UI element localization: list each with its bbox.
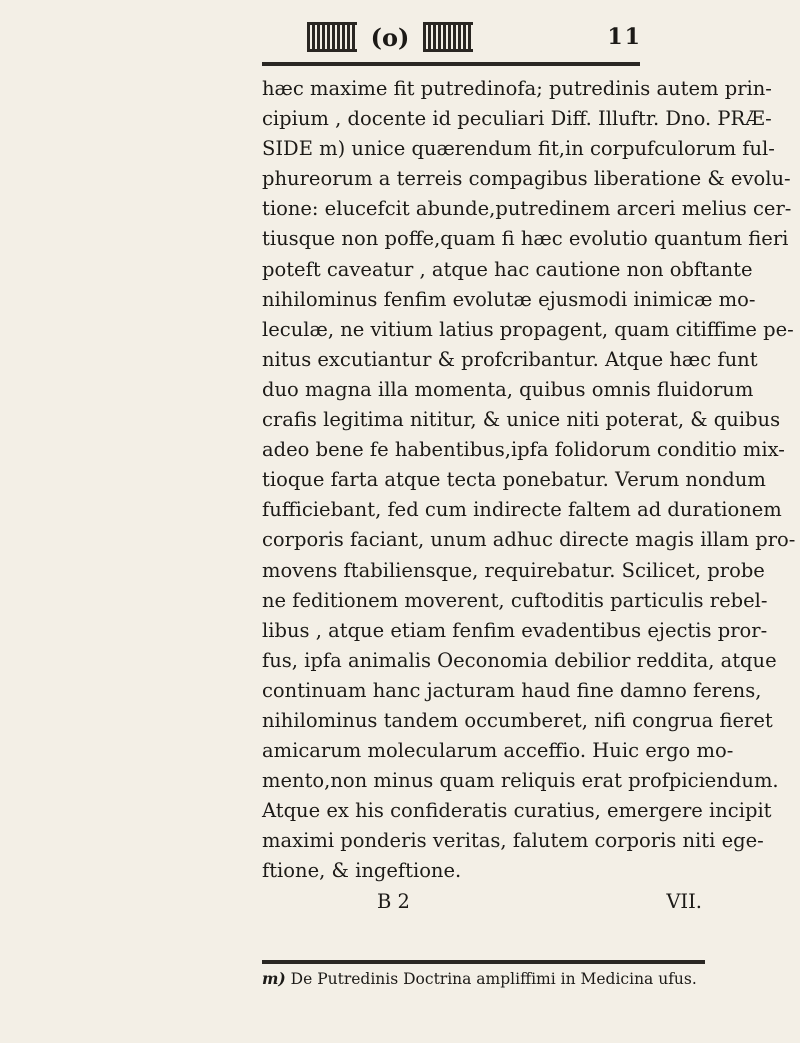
ornament-left-block: [307, 22, 357, 52]
catchword: VII.: [666, 889, 702, 913]
text-line: ne feditionem moverent, cuftoditis particulis rebel-: [262, 588, 768, 612]
text-line: phureorum a terreis compagibus liberatione & evolu-: [262, 167, 791, 191]
footnote: [262, 968, 722, 990]
text-line: tioque farta atque tecta ponebatur. Verum nondum: [262, 468, 766, 492]
text-line: leculæ, ne vitium latius propagent, quam citiffime pe-: [262, 317, 794, 341]
text-line: adeo bene fe habentibus,ipfa folidorum conditio mix-: [262, 438, 785, 462]
header-ornament: [250, 12, 530, 62]
text-line: ftione, & ingeftione.: [262, 859, 462, 883]
footnote-mark: m): [262, 969, 286, 988]
signature-mark: B 2: [377, 889, 410, 913]
body-text: [262, 74, 796, 917]
text-line: fus, ipfa animalis Oeconomia debilior reddita, atque: [262, 648, 777, 672]
text-line: libus , atque etiam fenfim evadentibus ejectis pror-: [262, 618, 768, 642]
text-line: continuam hanc jacturam haud fine damno ferens,: [262, 678, 762, 702]
text-line: fufficiebant, fed cum indirecte faltem ad durationem: [262, 498, 782, 522]
text-line: corporis faciant, unum adhuc directe magis illam pro-: [262, 528, 796, 552]
text-line: tiusque non poffe,quam fi hæc evolutio quantum fieri: [262, 227, 789, 251]
text-line: duo magna illa momenta, quibus omnis fluidorum: [262, 377, 754, 401]
text-line: tione: elucefcit abunde,putredinem arceri melius cer-: [262, 197, 792, 221]
footnote-rule: [262, 960, 705, 964]
text-line: mento,non minus quam reliquis erat profpiciendum.: [262, 769, 779, 793]
header-rule: [262, 62, 640, 66]
text-line: maximi ponderis veritas, falutem corporis niti ege-: [262, 829, 764, 853]
footnote-text: De Putredinis Doctrina ampliffimi in Medicina ufus.: [290, 970, 697, 988]
text-line: nihilominus tandem occumberet, nifi congrua fieret: [262, 708, 773, 732]
text-line: amicarum molecularum acceffio. Huic ergo mo-: [262, 739, 734, 763]
text-line: nihilominus fenfim evolutæ ejusmodi inimicæ mo-: [262, 287, 756, 311]
text-line: cipium , docente id peculiari Diff. Illuftr. Dno. PRÆ-: [262, 107, 772, 131]
text-line: nitus excutiantur & profcribantur. Atque hæc funt: [262, 347, 758, 371]
ornament-center: (o): [370, 22, 410, 52]
text-line: poteft caveatur , atque hac cautione non obftante: [262, 257, 753, 281]
signature-line: [262, 887, 702, 917]
text-line: movens ftabiliensque, requirebatur. Scilicet, probe: [262, 558, 765, 582]
text-line: hæc maxime fit putredinofa; putredinis autem prin-: [262, 77, 772, 100]
text-line: SIDE m) unice quærendum fit,in corpufculorum ful-: [262, 137, 775, 161]
text-line: crafis legitima nititur, & unice niti poterat, & quibus: [262, 408, 781, 432]
page-number: 11: [607, 24, 642, 50]
text-line: Atque ex his confideratis curatius, emergere incipit: [262, 799, 772, 823]
ornament-right-block: [423, 22, 473, 52]
